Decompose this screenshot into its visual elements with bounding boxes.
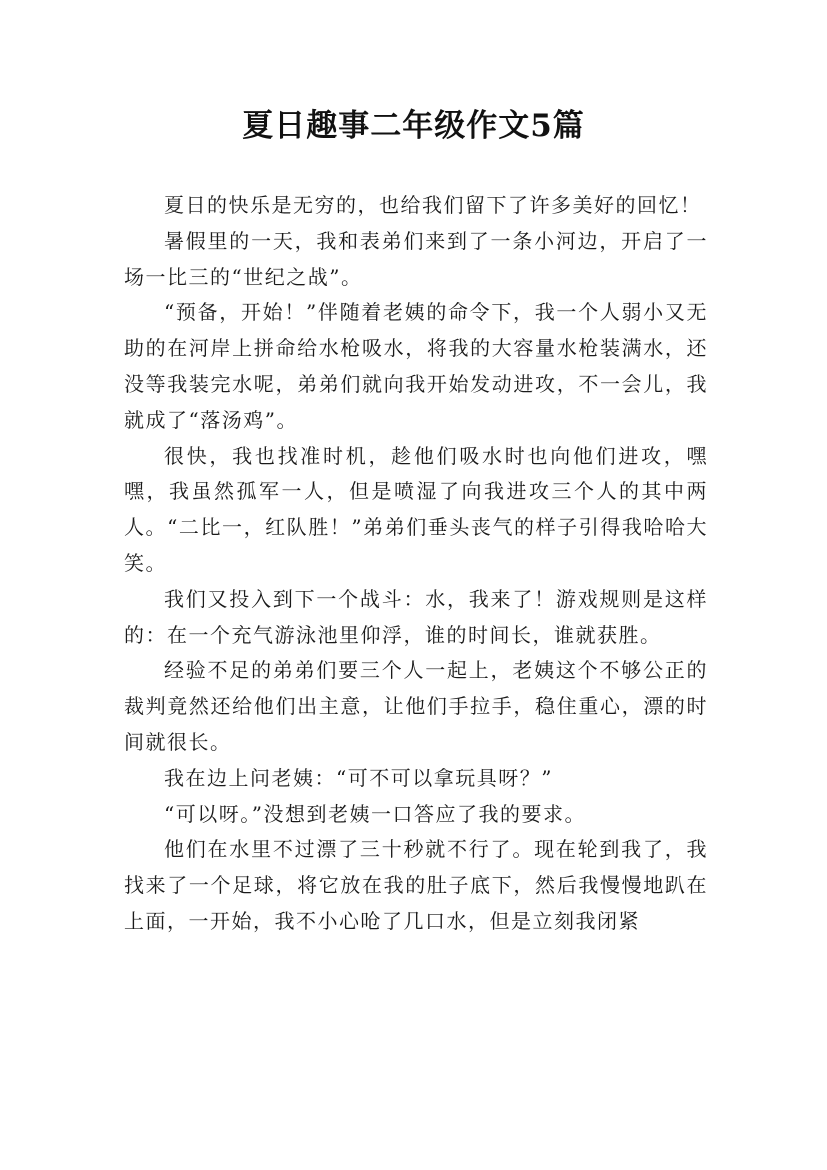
paragraph-4: 很快，我也找准时机，趁他们吸水时也向他们进攻，嘿嘿，我虽然孤军一人，但是喷湿了向我进攻三个人的其中两人。“二比一，红队胜！”弟弟们垂头丧气的样子引得我哈哈大笑。	[124, 443, 708, 575]
document-body	[124, 188, 708, 940]
paragraph-2: 暑假里的一天，我和表弟们来到了一条小河边，开启了一场一比三的“世纪之战”。	[124, 228, 708, 289]
paragraph-6: 经验不足的弟弟们要三个人一起上，老姨这个不够公正的裁判竟然还给他们出主意，让他们手拉手，稳住重心，漂的时间就很长。	[124, 658, 708, 754]
paragraph-9: 他们在水里不过漂了三十秒就不行了。现在轮到我了，我找来了一个足球，将它放在我的肚子底下，然后我慢慢地趴在上面，一开始，我不小心呛了几口水，但是立刻我闭紧	[124, 837, 708, 933]
paragraph-3: “预备，开始！”伴随着老姨的命令下，我一个人弱小又无助的在河岸上拼命给水枪吸水，将我的大容量水枪装满水，还没等我装完水呢，弟弟们就向我开始发动进攻，不一会儿，我就成了“落汤鸡”。	[124, 300, 708, 432]
paragraph-5: 我们又投入到下一个战斗：水，我来了！游戏规则是这样的：在一个充气游泳池里仰浮，谁的时间长，谁就获胜。	[124, 586, 708, 647]
paragraph-7: 我在边上问老姨：“可不可以拿玩具呀？”	[164, 765, 553, 790]
paragraph-1: 夏日的快乐是无穷的，也给我们留下了许多美好的回忆！	[164, 193, 702, 217]
paragraph-8: “可以呀。”没想到老姨一口答应了我的要求。	[164, 801, 586, 826]
document-title: 夏日趣事二年级作文5篇	[242, 108, 585, 144]
